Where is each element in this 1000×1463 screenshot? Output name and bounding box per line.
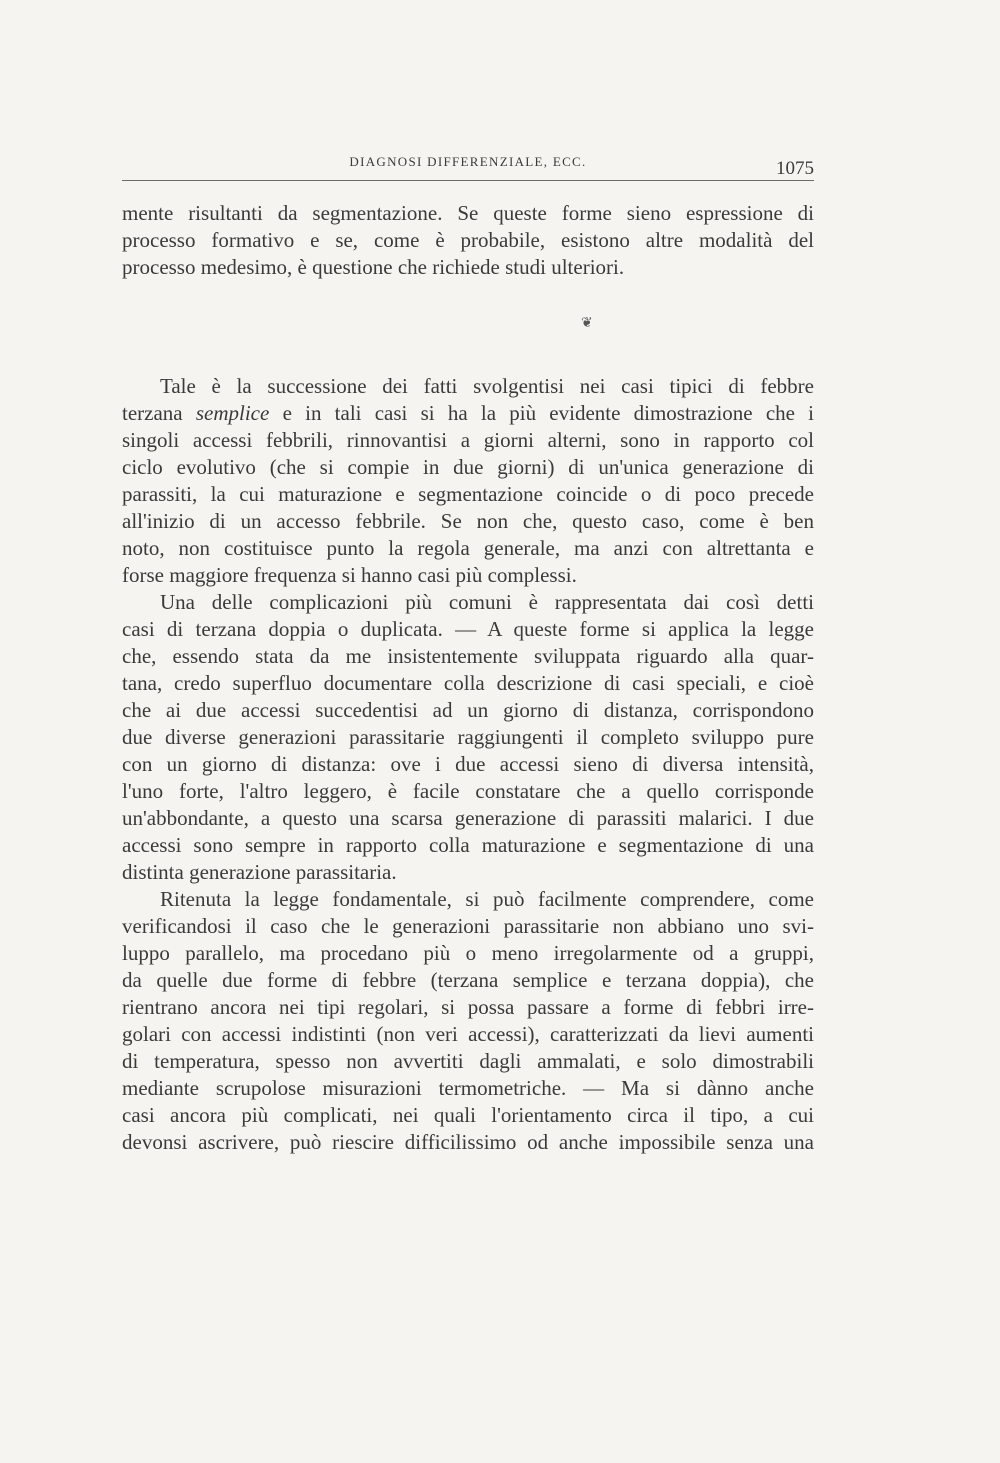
- text-line: accessi sono sempre in rapporto colla maturazione e segmentazione di una: [122, 833, 814, 857]
- text-line: noto, non costituisce punto la regola generale, ma anzi con altrettanta e: [122, 536, 814, 560]
- running-title: DIAGNOSI DIFFERENZIALE, ECC.: [349, 154, 587, 169]
- text-line: rientrano ancora nei tipi regolari, si possa passare a forme di febbri irre-: [122, 995, 814, 1019]
- header-rule: [122, 180, 814, 181]
- page-header: [122, 150, 814, 179]
- text-line: che, essendo stata da me insistentemente sviluppata riguardo alla quar-: [122, 644, 814, 668]
- text-line: distinta generazione parassitaria.: [122, 860, 397, 884]
- text-line: che ai due accessi succedentisi ad un giorno di distanza, corrispondono: [122, 698, 814, 722]
- emphasis: semplice: [195, 401, 270, 425]
- text-line: Ritenuta la legge fondamentale, si può facilmente comprendere, come: [160, 887, 814, 911]
- text-line: golari con accessi indistinti (non veri accessi), caratterizzati da lievi aumenti: [122, 1022, 814, 1046]
- body-text: [122, 200, 814, 1156]
- text-line: luppo parallelo, ma procedano più o meno irregolarmente od a gruppi,: [122, 941, 814, 965]
- text-line: l'uno forte, l'altro leggero, è facile constatare che a quello corrisponde: [122, 779, 814, 803]
- text-line: mediante scrupolose misurazioni termometriche. — Ma si dànno anche: [122, 1076, 814, 1100]
- text-line: forse maggiore frequenza si hanno casi più complessi.: [122, 563, 577, 587]
- text-line: devonsi ascrivere, può riescire difficilissimo od anche impossibile senza una: [122, 1130, 814, 1154]
- text-line: singoli accessi febbrili, rinnovantisi a giorni alterni, sono in rapporto col: [122, 428, 814, 452]
- text-line: Una delle complicazioni più comuni è rappresentata dai così detti: [160, 590, 814, 614]
- text-line: da quelle due forme di febbre (terzana semplice e terzana doppia), che: [122, 968, 814, 992]
- text-line: processo formativo e se, come è probabile, esistono altre modalità del: [122, 228, 814, 252]
- text-line: parassiti, la cui maturazione e segmentazione coincide o di poco precede: [122, 482, 814, 506]
- text-line: casi di terzana doppia o duplicata. — A queste forme si applica la legge: [122, 617, 814, 641]
- text-line: verificandosi il caso che le generazioni parassitarie non abbiano uno svi-: [122, 914, 814, 938]
- text-line: casi ancora più complicati, nei quali l'orientamento circa il tipo, a cui: [122, 1103, 814, 1127]
- text-line: un'abbondante, a questo una scarsa generazione di parassiti malarici. I due: [122, 806, 814, 830]
- page-number: 1075: [776, 158, 814, 179]
- text-line: processo medesimo, è questione che richiede studi ulteriori.: [122, 255, 625, 279]
- text-line: di temperatura, spesso non avvertiti dagli ammalati, e solo dimostrabili: [122, 1049, 814, 1073]
- text-line: tana, credo superfluo documentare colla descrizione di casi speciali, e cioè: [122, 671, 814, 695]
- text-line: all'inizio di un accesso febbrile. Se non che, questo caso, come è ben: [122, 509, 814, 533]
- text-line: terzana semplice e in tali casi si ha la più evidente dimostrazione che i: [122, 401, 815, 425]
- section-break: [122, 281, 814, 373]
- text-line: due diverse generazioni parassitarie raggiungenti il completo sviluppo pure: [122, 725, 814, 749]
- text-line: mente risultanti da segmentazione. Se queste forme sieno espressione di: [122, 201, 814, 225]
- text-line: con un giorno di distanza: ove i due accessi sieno di diversa intensità,: [122, 752, 814, 776]
- ornament-icon: ❦: [581, 316, 593, 331]
- text-line: ciclo evolutivo (che si compie in due giorni) di un'unica generazione di: [122, 455, 814, 479]
- text-line: Tale è la successione dei fatti svolgentisi nei casi tipici di febbre: [160, 374, 814, 398]
